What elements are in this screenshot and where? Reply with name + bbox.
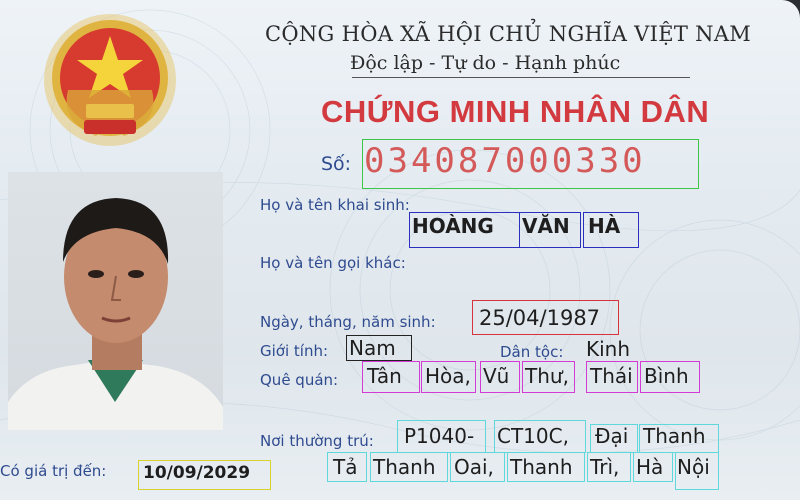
id-number-box — [362, 139, 699, 189]
ethnicity-label: Dân tộc: — [500, 343, 564, 361]
residence-l2-part-7: Nội — [677, 455, 710, 479]
residence-l1-part-1: P1040- — [404, 424, 475, 448]
residence-box-9 — [587, 452, 631, 482]
residence-l1-part-4: Thanh — [643, 424, 706, 448]
hometown-box-6 — [640, 361, 700, 393]
hometown-part-3: Vũ — [483, 364, 510, 388]
residence-box-3 — [590, 424, 638, 453]
ethnicity-value: Kinh — [586, 337, 631, 361]
residence-box-11 — [675, 452, 719, 490]
full-name-label: Họ và tên khai sinh: — [260, 196, 410, 214]
hometown-box-2 — [421, 361, 476, 393]
id-number-value: 034087000330 — [364, 141, 646, 181]
expiry-value: 10/09/2029 — [143, 463, 251, 483]
residence-box-4 — [639, 424, 719, 453]
sex-value: Nam — [349, 336, 396, 360]
country-name: CỘNG HÒA XÃ HỘI CHỦ NGHĨA VIỆT NAM — [265, 22, 752, 46]
hometown-part-1: Tân — [367, 364, 402, 388]
residence-box-2 — [494, 420, 586, 453]
other-name-label: Họ và tên gọi khác: — [260, 254, 406, 272]
residence-box-10 — [633, 452, 673, 482]
hometown-box-4 — [522, 361, 575, 393]
hometown-box-1 — [362, 361, 420, 393]
residence-l2-part-2: Thanh — [373, 455, 436, 479]
document-title: CHỨNG MINH NHÂN DÂN — [321, 94, 710, 129]
residence-box-6 — [370, 452, 448, 482]
residence-l2-part-6: Hà — [636, 455, 664, 479]
residence-l2-part-4: Thanh — [510, 455, 573, 479]
sex-box — [346, 335, 412, 361]
national-emblem — [38, 12, 183, 157]
motto-underline — [352, 77, 690, 78]
residence-box-7 — [450, 452, 505, 482]
residence-label: Nơi thường trú: — [260, 432, 374, 450]
name-part-2: VĂN — [522, 214, 570, 238]
expiry-box — [138, 460, 271, 490]
hometown-part-4: Thư, — [525, 364, 569, 388]
name-part-3: HÀ — [588, 214, 621, 238]
hometown-part-6: Bình — [644, 364, 689, 388]
dob-label: Ngày, tháng, năm sinh: — [260, 313, 436, 331]
residence-l2-part-1: Tả — [333, 455, 358, 479]
expiry-label: Có giá trị đến: — [0, 462, 107, 480]
residence-l2-part-5: Trì, — [590, 455, 620, 479]
id-number-label: Số: — [321, 153, 352, 175]
hometown-part-5: Thái — [590, 364, 633, 388]
residence-l1-part-3: Đại — [595, 424, 629, 448]
name-part-1: HOÀNG — [412, 214, 494, 238]
hometown-part-2: Hòa, — [425, 364, 471, 388]
hometown-box-3 — [480, 361, 520, 393]
name-box-2 — [519, 212, 581, 248]
hometown-label: Quê quán: — [260, 371, 339, 389]
dob-value: 25/04/1987 — [479, 306, 601, 330]
sex-label: Giới tính: — [260, 342, 329, 360]
name-box-1 — [409, 212, 520, 248]
residence-box-1 — [397, 420, 486, 453]
residence-l2-part-3: Oai, — [454, 455, 494, 479]
residence-l1-part-2: CT10C, — [497, 424, 569, 448]
hometown-box-5 — [586, 361, 638, 393]
residence-box-8 — [507, 452, 585, 482]
name-box-3 — [583, 212, 639, 248]
portrait-photo — [8, 172, 223, 430]
residence-box-5 — [327, 452, 367, 482]
dob-box — [472, 300, 619, 335]
national-motto: Độc lập - Tự do - Hạnh phúc — [350, 52, 621, 74]
